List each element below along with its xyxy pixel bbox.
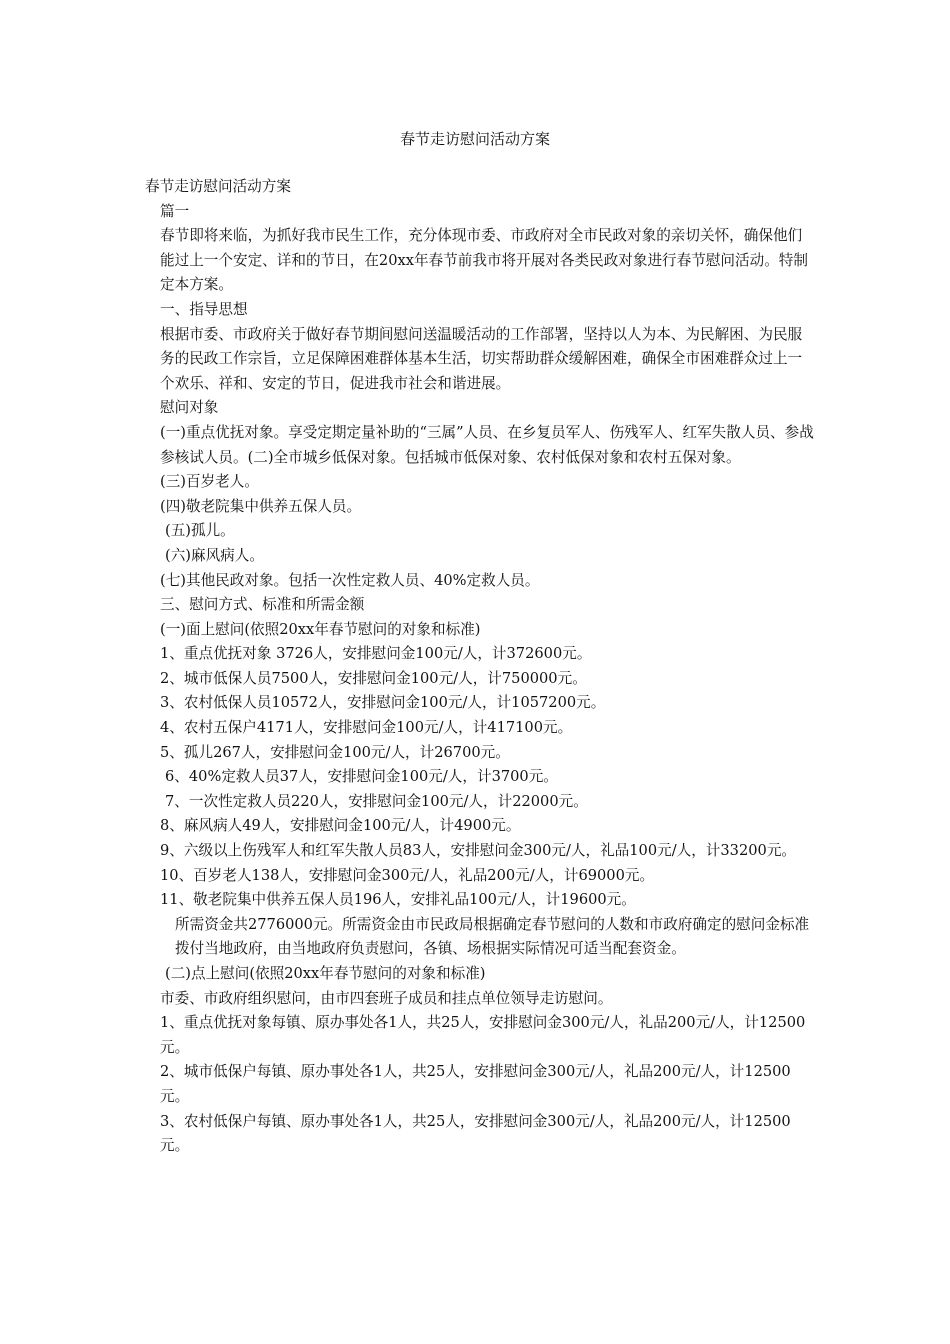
funding-paragraph: 所需资金共2776000元。所需资金由市民政局根据确定春节慰问的人数和市政府确定的慰问金标准拨付当地政府，由当地政府负责慰问，各镇、场根据实际情况可适当配套资金。 bbox=[175, 915, 810, 958]
list-item: 6、40%定救人员37人，安排慰问金100元/人，计3700元。 bbox=[165, 768, 558, 786]
list-item: 8、麻风病人49人，安排慰问金100元/人，计4900元。 bbox=[160, 817, 521, 835]
target-item: (五)孤儿。 bbox=[165, 522, 235, 540]
targeted-intro: 市委、市政府组织慰问，由市四套班子成员和挂点单位领导走访慰问。 bbox=[160, 989, 613, 1007]
heading-targets: 慰问对象 bbox=[160, 399, 219, 417]
list-item: 7、一次性定救人员220人，安排慰问金100元/人，计22000元。 bbox=[165, 792, 588, 810]
heading-guiding-ideology: 一、指导思想 bbox=[160, 300, 248, 318]
list-item: 2、城市低保人员7500人，安排慰问金100元/人，计750000元。 bbox=[160, 669, 587, 687]
list-item: 11、敬老院集中供养五保人员196人，安排礼品100元/人，计19600元。 bbox=[160, 891, 636, 909]
list-item: 3、农村低保户每镇、原办事处各1人，共25人，安排慰问金300元/人，礼品200元/人，计12500元。 bbox=[160, 1112, 791, 1155]
list-item: 1、重点优抚对象每镇、原办事处各1人，共25人，安排慰问金300元/人，礼品200元/人，计12500元。 bbox=[160, 1014, 806, 1056]
section-heading: 春节走访慰问活动方案 bbox=[145, 178, 291, 195]
target-item: (四)敬老院集中供养五保人员。 bbox=[160, 497, 362, 515]
document-body bbox=[145, 175, 815, 1159]
list-item: 1、重点优抚对象 3726人，安排慰问金100元/人，计372600元。 bbox=[160, 645, 592, 663]
list-item: 3、农村低保人员10572人，安排慰问金100元/人，计1057200元。 bbox=[160, 694, 606, 712]
document-title: 春节走访慰问活动方案 bbox=[399, 130, 550, 148]
target-item: (三)百岁老人。 bbox=[160, 473, 259, 491]
list-item: 2、城市低保户每镇、原办事处各1人，共25人，安排慰问金300元/人，礼品200元/人，计12500元。 bbox=[160, 1063, 791, 1105]
subheading-targeted: (二)点上慰问(依照20xx年春节慰问的对象和标准) bbox=[165, 965, 486, 982]
guiding-ideology-paragraph: 根据市委、市政府关于做好春节期间慰问送温暖活动的工作部署，坚持以人为本、为民解困、为民服务的民政工作宗旨，立足保障困难群体基本生活，切实帮助群众缓解困难，确保全市困难群众过上一个欢乐、祥和、安定的节日，促进我市社会和谐进展。 bbox=[160, 325, 803, 392]
list-item: 5、孤儿267人，安排慰问金100元/人，计26700元。 bbox=[160, 743, 510, 761]
list-item: 9、六级以上伤残军人和红军失散人员83人，安排慰问金300元/人，礼品100元/人，计33200元。 bbox=[160, 842, 797, 860]
chapter-label: 篇一 bbox=[160, 202, 190, 220]
subheading-general: (一)面上慰问(依照20xx年春节慰问的对象和标准) bbox=[160, 620, 481, 638]
target-item: (六)麻风病人。 bbox=[165, 546, 264, 564]
targets-paragraph: (一)重点优抚对象。享受定期定量补助的“三属”人员、在乡复员军人、伤残军人、红军失散人员、参战参核试人员。(二)全市城乡低保对象。包括城市低保对象、农村低保对象和农村五保对象。 bbox=[160, 423, 814, 466]
list-item: 10、百岁老人138人，安排慰问金300元/人，礼品200元/人，计69000元。 bbox=[160, 866, 655, 884]
heading-methods: 三、慰问方式、标准和所需金额 bbox=[160, 596, 365, 614]
target-item: (七)其他民政对象。包括一次性定救人员、40%定救人员。 bbox=[160, 571, 540, 589]
intro-paragraph: 春节即将来临，为抓好我市民生工作，充分体现市委、市政府对全市民政对象的亲切关怀，确保他们能过上一个安定、详和的节日，在20xx年春节前我市将开展对各类民政对象进行春节慰问活动。特制定本方案。 bbox=[160, 227, 808, 294]
list-item: 4、农村五保户4171人，安排慰问金100元/人，计417100元。 bbox=[160, 719, 573, 737]
